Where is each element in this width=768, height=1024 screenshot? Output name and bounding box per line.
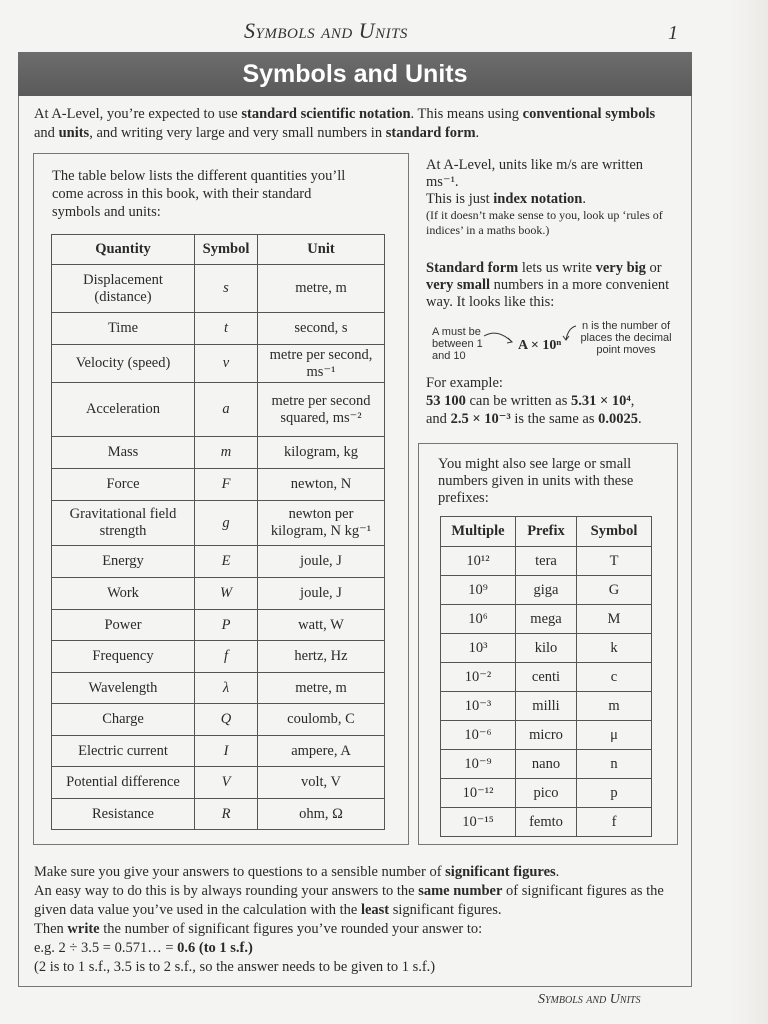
prefix-symbol-cell: n [577, 750, 652, 779]
sigfig-bold: 0.6 (to 1 s.f.) [177, 940, 253, 956]
quantity-cell: Mass [52, 437, 195, 469]
example-text: is the same as [510, 411, 599, 427]
sigfig-text: (2 is to 1 s.f., 3.5 is to 2 s.f., so the answer needs to be given to 1 s.f.) [34, 959, 436, 975]
example-text: and [426, 411, 451, 427]
unit-cell: hertz, Hz [258, 641, 385, 673]
table-row [52, 501, 385, 546]
prefix-cell: nano [516, 750, 577, 779]
symbol-cell: v [195, 345, 258, 383]
index-note-bold: index notation [493, 191, 583, 207]
unit-cell: watt, W [258, 610, 385, 641]
prefix-cell: kilo [516, 634, 577, 663]
table-row [52, 265, 385, 313]
table-row [52, 799, 385, 830]
example-text: can be written as [465, 393, 571, 409]
prefix-symbol-cell: f [577, 808, 652, 837]
table-row [441, 576, 652, 605]
sigfig-text: e.g. 2 ÷ 3.5 = 0.571… = [34, 940, 178, 956]
intro-bold: standard scientific notation [241, 106, 411, 122]
multiple-cell: 10⁶ [441, 605, 516, 634]
std-form-bold: very small [426, 277, 491, 293]
intro-bold: conventional symbols [522, 106, 656, 122]
quantities-table-body [52, 265, 385, 830]
standard-form-diagram [426, 318, 676, 374]
multiple-cell: 10⁹ [441, 576, 516, 605]
unit-cell: coulomb, C [258, 704, 385, 736]
example-bold: 2.5 × 10⁻³ [450, 411, 511, 427]
multiple-cell: 10⁻³ [441, 692, 516, 721]
table-row [52, 437, 385, 469]
index-note-text: . [582, 191, 586, 207]
diagram-right-label: n is the number of places the decimal point moves [580, 320, 672, 356]
quantities-table [51, 234, 385, 830]
quantity-cell: Frequency [52, 641, 195, 673]
example-bold: 0.0025 [598, 411, 638, 427]
table-header-row [52, 235, 385, 265]
unit-cell: ohm, Ω [258, 799, 385, 830]
multiple-cell: 10⁻⁹ [441, 750, 516, 779]
page-title: Symbols and Units [242, 59, 468, 88]
diagram-left-label: A must be between 1 and 10 [432, 326, 483, 362]
column-header: Symbol [577, 517, 652, 547]
prefix-cell: mega [516, 605, 577, 634]
table-row [441, 547, 652, 576]
sigfig-bold: write [67, 921, 100, 937]
table-row [52, 704, 385, 736]
table-row [441, 721, 652, 750]
quantity-cell: Work [52, 578, 195, 610]
quantity-cell: Resistance [52, 799, 195, 830]
sigfig-text: An easy way to do this is by always rounding your answers to the [34, 883, 419, 899]
unit-cell: metre, m [258, 673, 385, 704]
sigfig-text: Make sure you give your answers to questions to a sensible number of [34, 864, 446, 880]
symbol-cell: R [195, 799, 258, 830]
multiple-cell: 10⁻¹² [441, 779, 516, 808]
unit-cell: metre per second squared, ms⁻² [258, 383, 385, 437]
multiple-cell: 10⁻¹⁵ [441, 808, 516, 837]
prefixes-table [440, 516, 652, 837]
quantity-cell: Displacement (distance) [52, 265, 195, 313]
table-row [52, 578, 385, 610]
example-bold: 5.31 × 10⁴ [570, 393, 631, 409]
prefix-symbol-cell: p [577, 779, 652, 808]
table-row [52, 383, 385, 437]
unit-cell: newton, N [258, 469, 385, 501]
prefix-cell: femto [516, 808, 577, 837]
sigfig-bold: significant figures [445, 864, 556, 880]
unit-cell: joule, J [258, 578, 385, 610]
unit-cell: second, s [258, 313, 385, 345]
table-row [52, 736, 385, 767]
prefix-symbol-cell: M [577, 605, 652, 634]
prefix-symbol-cell: k [577, 634, 652, 663]
index-note-text: At A-Level, units like m/s are written ms⁻¹. [426, 157, 644, 190]
multiple-cell: 10⁻² [441, 663, 516, 692]
symbol-cell: I [195, 736, 258, 767]
sigfig-text: the number of significant figures you’ve rounded your answer to: [99, 921, 483, 937]
column-header: Quantity [52, 235, 195, 265]
table-row [52, 610, 385, 641]
unit-cell: newton per kilogram, N kg⁻¹ [258, 501, 385, 546]
sigfig-text: of significant figures as the given data value you’ve used in the calculation with the [34, 883, 664, 918]
prefix-symbol-cell: T [577, 547, 652, 576]
diagram-arrows [426, 318, 676, 374]
table-row [52, 313, 385, 345]
std-form-text: lets us write [518, 260, 596, 276]
table-row [441, 634, 652, 663]
quantity-cell: Force [52, 469, 195, 501]
unit-cell: metre per second, ms⁻¹ [258, 345, 385, 383]
prefix-cell: tera [516, 547, 577, 576]
standard-form-example [426, 374, 686, 428]
quantity-cell: Time [52, 313, 195, 345]
prefixes-intro: You might also see large or small numbers given in units with these prefixes: [438, 456, 634, 506]
prefix-symbol-cell: μ [577, 721, 652, 750]
arrow-left-icon [484, 333, 512, 342]
table-row [52, 641, 385, 673]
quantity-cell: Energy [52, 546, 195, 578]
example-heading: For example: [426, 375, 503, 391]
column-header: Multiple [441, 517, 516, 547]
example-text: , [630, 393, 635, 409]
prefix-cell: milli [516, 692, 577, 721]
prefixes-table-body [441, 547, 652, 837]
unit-cell: kilogram, kg [258, 437, 385, 469]
prefix-cell: micro [516, 721, 577, 750]
prefix-symbol-cell: c [577, 663, 652, 692]
unit-cell: ampere, A [258, 736, 385, 767]
symbol-cell: V [195, 767, 258, 799]
index-notation-note [426, 157, 676, 238]
table-row [52, 673, 385, 704]
table-row [52, 546, 385, 578]
column-header: Unit [258, 235, 385, 265]
sigfig-text: Then [34, 921, 68, 937]
table-row [441, 779, 652, 808]
quantity-cell: Gravitational field strength [52, 501, 195, 546]
example-bold: 53 100 [426, 393, 466, 409]
quantity-cell: Electric current [52, 736, 195, 767]
intro-text: and [34, 125, 59, 141]
table-row [441, 663, 652, 692]
symbol-cell: t [195, 313, 258, 345]
table-row [441, 605, 652, 634]
prefix-cell: giga [516, 576, 577, 605]
table-row [52, 345, 385, 383]
symbol-cell: g [195, 501, 258, 546]
std-form-bold: very big [595, 260, 646, 276]
intro-text: , and writing very large and very small numbers in [89, 125, 386, 141]
index-note-small: (If it doesn’t make sense to you, look up ‘rules of indices’ in a maths book.) [426, 208, 663, 237]
page-number: 1 [668, 22, 678, 44]
quantity-cell: Wavelength [52, 673, 195, 704]
symbol-cell: λ [195, 673, 258, 704]
sigfig-bold: least [360, 902, 390, 918]
intro-text: . This means using [410, 106, 523, 122]
quantity-cell: Charge [52, 704, 195, 736]
table-row [52, 469, 385, 501]
sigfig-bold: same number [418, 883, 503, 899]
intro-bold: units [58, 125, 90, 141]
symbol-cell: W [195, 578, 258, 610]
standard-form-paragraph [426, 260, 676, 311]
symbol-cell: Q [195, 704, 258, 736]
quantity-cell: Velocity (speed) [52, 345, 195, 383]
table-row [52, 767, 385, 799]
column-header: Prefix [516, 517, 577, 547]
quantities-intro: The table below lists the different quantities you’ll come across in this book, with their standard symbols and units: [52, 168, 346, 220]
std-form-text: numbers in a more convenient way. It looks like this: [426, 277, 670, 310]
quantity-cell: Power [52, 610, 195, 641]
std-form-bold: Standard form [426, 260, 519, 276]
table-row [441, 808, 652, 837]
sigfig-text: significant figures. [389, 902, 502, 918]
title-banner [18, 52, 692, 96]
symbol-cell: E [195, 546, 258, 578]
unit-cell: metre, m [258, 265, 385, 313]
index-note-text: This is just [426, 191, 494, 207]
symbol-cell: m [195, 437, 258, 469]
intro-paragraph [34, 105, 674, 143]
running-header: Symbols and Units [244, 18, 408, 43]
multiple-cell: 10⁻⁶ [441, 721, 516, 750]
table-header-row [441, 517, 652, 547]
std-form-text: or [645, 260, 662, 276]
unit-cell: joule, J [258, 546, 385, 578]
quantity-cell: Acceleration [52, 383, 195, 437]
page-edge [728, 0, 768, 1024]
prefix-symbol-cell: m [577, 692, 652, 721]
multiple-cell: 10³ [441, 634, 516, 663]
quantity-cell: Potential difference [52, 767, 195, 799]
symbol-cell: a [195, 383, 258, 437]
running-footer: Symbols and Units [538, 992, 641, 1007]
diagram-formula: A × 10ⁿ [518, 338, 562, 353]
example-text: . [637, 411, 642, 427]
intro-bold: standard form [385, 125, 476, 141]
table-row [441, 750, 652, 779]
symbol-cell: s [195, 265, 258, 313]
unit-cell: volt, V [258, 767, 385, 799]
prefix-symbol-cell: G [577, 576, 652, 605]
prefix-cell: pico [516, 779, 577, 808]
symbol-cell: f [195, 641, 258, 673]
symbol-cell: F [195, 469, 258, 501]
table-row [441, 692, 652, 721]
column-header: Symbol [195, 235, 258, 265]
symbol-cell: P [195, 610, 258, 641]
multiple-cell: 10¹² [441, 547, 516, 576]
significant-figures-note [34, 863, 674, 977]
prefix-cell: centi [516, 663, 577, 692]
intro-text: . [475, 125, 480, 141]
sigfig-text: . [555, 864, 560, 880]
intro-text: At A-Level, you’re expected to use [34, 106, 242, 122]
